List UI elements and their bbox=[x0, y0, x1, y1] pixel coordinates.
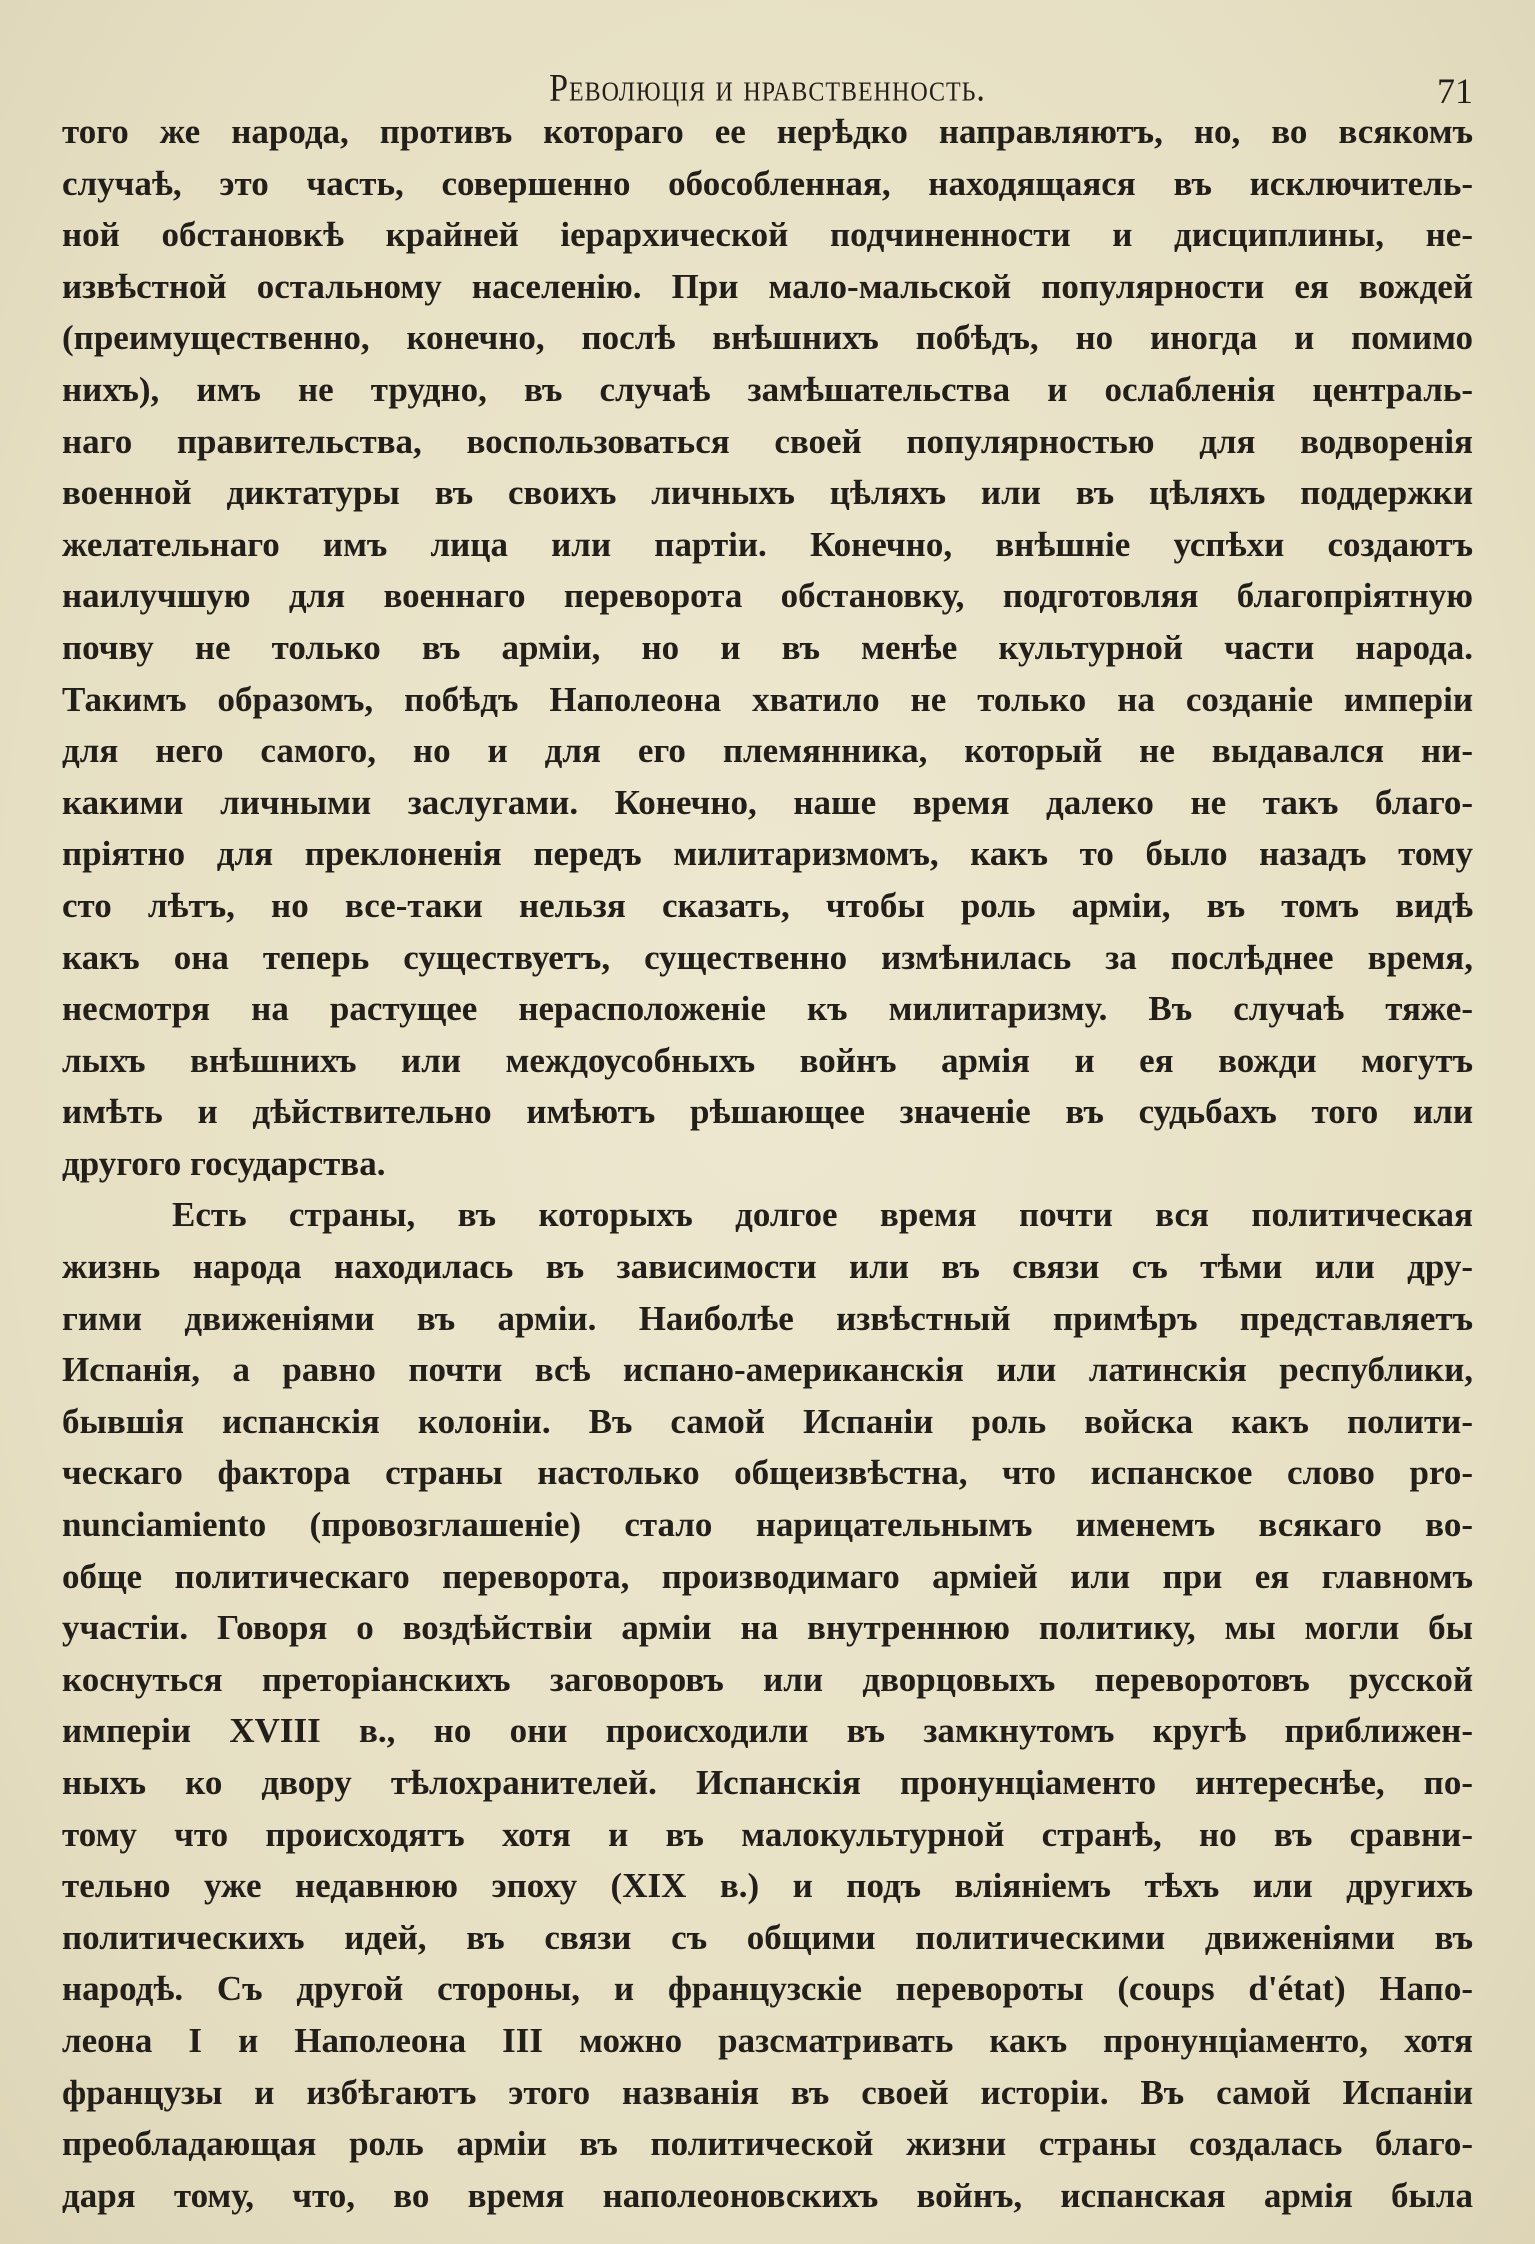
text-line: гими движеніями въ арміи. Наиболѣе извѣстный примѣръ представляетъ bbox=[62, 1298, 1473, 1338]
text-line: имѣть и дѣйствительно имѣютъ рѣшающее значеніе въ судьбахъ того или bbox=[62, 1092, 1473, 1132]
text-line: (преимущественно, конечно, послѣ внѣшнихъ побѣдъ, но иногда и помимо bbox=[62, 318, 1473, 358]
page-body-text bbox=[62, 106, 1473, 2221]
text-line: тому что происходятъ хотя и въ малокультурной странѣ, но въ сравни- bbox=[62, 1814, 1473, 1854]
text-line: случаѣ, это часть, совершенно обособленная, находящаяся въ исключитель- bbox=[62, 163, 1473, 203]
text-line: для него самого, но и для его племянника, который не выдавался ни- bbox=[62, 731, 1473, 771]
text-line: жизнь народа находилась въ зависимости или въ связи съ тѣми или дру- bbox=[62, 1247, 1473, 1287]
text-line: политическихъ идей, въ связи съ общими политическими движеніями въ bbox=[62, 1917, 1473, 1957]
text-line: имперіи XVIII в., но они происходили въ замкнутомъ кругѣ приближен- bbox=[62, 1711, 1473, 1751]
text-line: народѣ. Съ другой стороны, и французскіе перевороты (coups d'état) Напо- bbox=[62, 1969, 1473, 2009]
text-line: тельно уже недавнюю эпоху (XIX в.) и подъ вліяніемъ тѣхъ или другихъ bbox=[62, 1866, 1473, 1906]
text-line: nunciamiento (провозглашеніе) стало нарицательнымъ именемъ всякаго во- bbox=[62, 1505, 1473, 1545]
text-line: несмотря на растущее нерасположеніе къ милитаризму. Въ случаѣ тяже- bbox=[62, 989, 1473, 1029]
text-line: Есть страны, въ которыхъ долгое время почти вся политическая bbox=[172, 1195, 1473, 1235]
text-line: французы и избѣгаютъ этого названія въ своей исторіи. Въ самой Испаніи bbox=[62, 2072, 1473, 2112]
text-line: другого государства. bbox=[62, 1143, 386, 1183]
text-line: коснуться преторіанскихъ заговоровъ или дворцовыхъ переворотовъ русской bbox=[62, 1659, 1473, 1699]
text-line: ной обстановкѣ крайней іерархической подчиненности и дисциплины, не- bbox=[62, 215, 1473, 255]
text-line: Такимъ образомъ, побѣдъ Наполеона хватило не только на созданіе имперіи bbox=[62, 679, 1473, 719]
text-line: какими личными заслугами. Конечно, наше время далеко не такъ благо- bbox=[62, 782, 1473, 822]
text-line: леона I и Наполеона III можно разсматривать какъ пронунціаменто, хотя bbox=[62, 2020, 1473, 2060]
text-line: нихъ), имъ не трудно, въ случаѣ замѣшательства и ослабленія централь- bbox=[62, 369, 1473, 409]
text-line: Испанія, а равно почти всѣ испано-американскія или латинскія республики, bbox=[62, 1350, 1473, 1390]
text-line: ческаго фактора страны настолько общеизвѣстна, что испанское слово pro- bbox=[62, 1453, 1473, 1493]
text-line: почву не только въ арміи, но и въ менѣе культурной части народа. bbox=[62, 627, 1473, 667]
text-line: даря тому, что, во время наполеоновскихъ войнъ, испанская армія была bbox=[62, 2175, 1473, 2215]
text-line: наго правительства, воспользоваться своей популярностью для водворенія bbox=[62, 421, 1473, 461]
text-line: ныхъ ко двору тѣлохранителей. Испанскія пронунціаменто интереснѣе, по- bbox=[62, 1763, 1473, 1802]
text-line: наилучшую для военнаго переворота обстановку, подготовляя благопріятную bbox=[62, 576, 1473, 616]
text-line: пріятно для преклоненія передъ милитаризмомъ, какъ то было назадъ тому bbox=[62, 834, 1473, 874]
text-line: того же народа, противъ котораго ее нерѣдко направляютъ, но, во всякомъ bbox=[62, 112, 1473, 151]
text-line: обще политическаго переворота, производимаго арміей или при ея главномъ bbox=[62, 1556, 1473, 1596]
text-line: какъ она теперь существуетъ, существенно измѣнилась за послѣднее время, bbox=[62, 937, 1473, 977]
text-line: бывшія испанскія колоніи. Въ самой Испаніи роль войска какъ полити- bbox=[62, 1401, 1473, 1441]
page-number: 71 bbox=[1437, 71, 1473, 111]
running-title: Революція и нравственность. bbox=[549, 67, 986, 110]
text-line: лыхъ внѣшнихъ или междоусобныхъ войнъ армія и ея вожди могутъ bbox=[62, 1040, 1473, 1080]
text-line: извѣстной остальному населенію. При мало-мальской популярности ея вождей bbox=[62, 266, 1473, 306]
text-line: желательнаго имъ лица или партіи. Конечно, внѣшніе успѣхи создаютъ bbox=[62, 524, 1473, 564]
text-line: преобладающая роль арміи въ политической жизни страны создалась благо- bbox=[62, 2124, 1473, 2164]
text-line: военной диктатуры въ своихъ личныхъ цѣляхъ или въ цѣляхъ поддержки bbox=[62, 473, 1473, 513]
text-line: сто лѣтъ, но все-таки нельзя сказать, чтобы роль арміи, въ томъ видѣ bbox=[62, 885, 1473, 925]
text-line: участіи. Говоря о воздѣйствіи арміи на внутреннюю политику, мы могли бы bbox=[62, 1608, 1473, 1648]
